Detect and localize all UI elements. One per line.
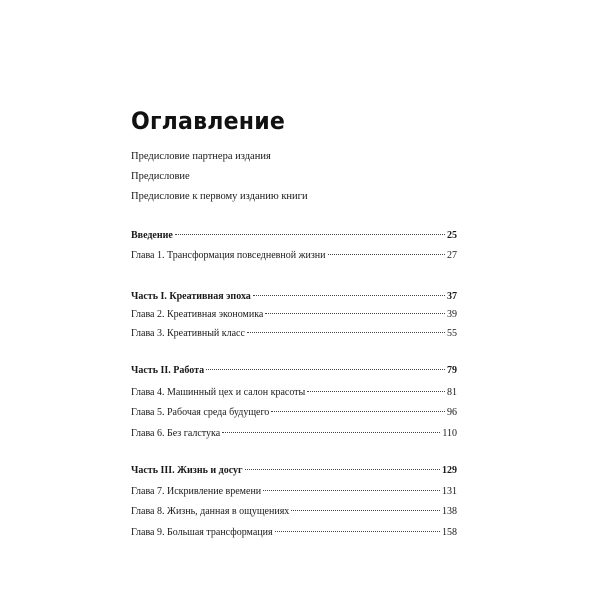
toc-entry-chapter-8 xyxy=(131,505,457,519)
toc-entry-part-3 xyxy=(131,464,457,478)
toc-entry-chapter-6 xyxy=(131,427,457,441)
toc-entry-label: Часть II. Работа xyxy=(131,365,205,376)
dot-leader xyxy=(307,391,445,392)
toc-entry-chapter-1 xyxy=(131,249,457,263)
dot-leader xyxy=(222,432,440,433)
toc-entry-page-number: 131 xyxy=(442,486,457,497)
toc-entry-chapter-3 xyxy=(131,327,457,341)
dot-leader xyxy=(206,369,445,370)
toc-entry-label: Глава 9. Большая трансформация xyxy=(131,527,273,538)
preface-entry-partner: Предисловие партнера издания xyxy=(131,151,271,162)
toc-entry-part-2 xyxy=(131,364,457,378)
dot-leader xyxy=(247,332,445,333)
toc-entry-label: Глава 8. Жизнь, данная в ощущениях xyxy=(131,506,290,517)
dot-leader xyxy=(175,234,445,235)
toc-entry-page-number: 138 xyxy=(442,506,457,517)
toc-entry-label: Часть III. Жизнь и досуг xyxy=(131,465,243,476)
toc-entry-chapter-9 xyxy=(131,526,457,540)
toc-entry-page-number: 129 xyxy=(442,465,457,476)
dot-leader xyxy=(253,295,445,296)
toc-entry-label: Глава 1. Трансформация повседневной жизни xyxy=(131,250,326,261)
dot-leader xyxy=(263,490,440,491)
toc-entry-chapter-4 xyxy=(131,386,457,400)
toc-entry-part-1 xyxy=(131,290,457,304)
toc-entry-page-number: 55 xyxy=(447,328,457,339)
toc-entry-introduction xyxy=(131,229,457,243)
dot-leader xyxy=(245,469,440,470)
toc-entry-label: Глава 6. Без галстука xyxy=(131,428,221,439)
page-title: Оглавление xyxy=(131,107,286,135)
toc-entry-page-number: 37 xyxy=(447,291,457,302)
toc-entry-page-number: 158 xyxy=(442,527,457,538)
dot-leader xyxy=(271,411,445,412)
toc-entry-page-number: 96 xyxy=(447,407,457,418)
dot-leader xyxy=(265,313,445,314)
dot-leader xyxy=(291,510,440,511)
toc-entry-page-number: 39 xyxy=(447,309,457,320)
preface-entry-first-edition: Предисловие к первому изданию книги xyxy=(131,191,308,202)
toc-entry-label: Введение xyxy=(131,230,173,241)
toc-entry-page-number: 25 xyxy=(447,230,457,241)
toc-entry-label: Глава 7. Искривление времени xyxy=(131,486,262,497)
toc-entry-label: Глава 4. Машинный цех и салон красоты xyxy=(131,387,306,398)
toc-entry-label: Часть I. Креативная эпоха xyxy=(131,291,251,302)
preface-entry: Предисловие xyxy=(131,171,190,182)
toc-entry-label: Глава 5. Рабочая среда будущего xyxy=(131,407,270,418)
toc-entry-label: Глава 3. Креативный класс xyxy=(131,328,245,339)
toc-entry-page-number: 81 xyxy=(447,387,457,398)
toc-entry-chapter-5 xyxy=(131,406,457,420)
toc-entry-label: Глава 2. Креативная экономика xyxy=(131,309,264,320)
toc-entry-chapter-7 xyxy=(131,485,457,499)
toc-entry-page-number: 27 xyxy=(447,250,457,261)
toc-entry-page-number: 110 xyxy=(442,428,457,439)
toc-entry-chapter-2 xyxy=(131,308,457,322)
toc-entry-page-number: 79 xyxy=(447,365,457,376)
dot-leader xyxy=(275,531,440,532)
dot-leader xyxy=(328,254,446,255)
